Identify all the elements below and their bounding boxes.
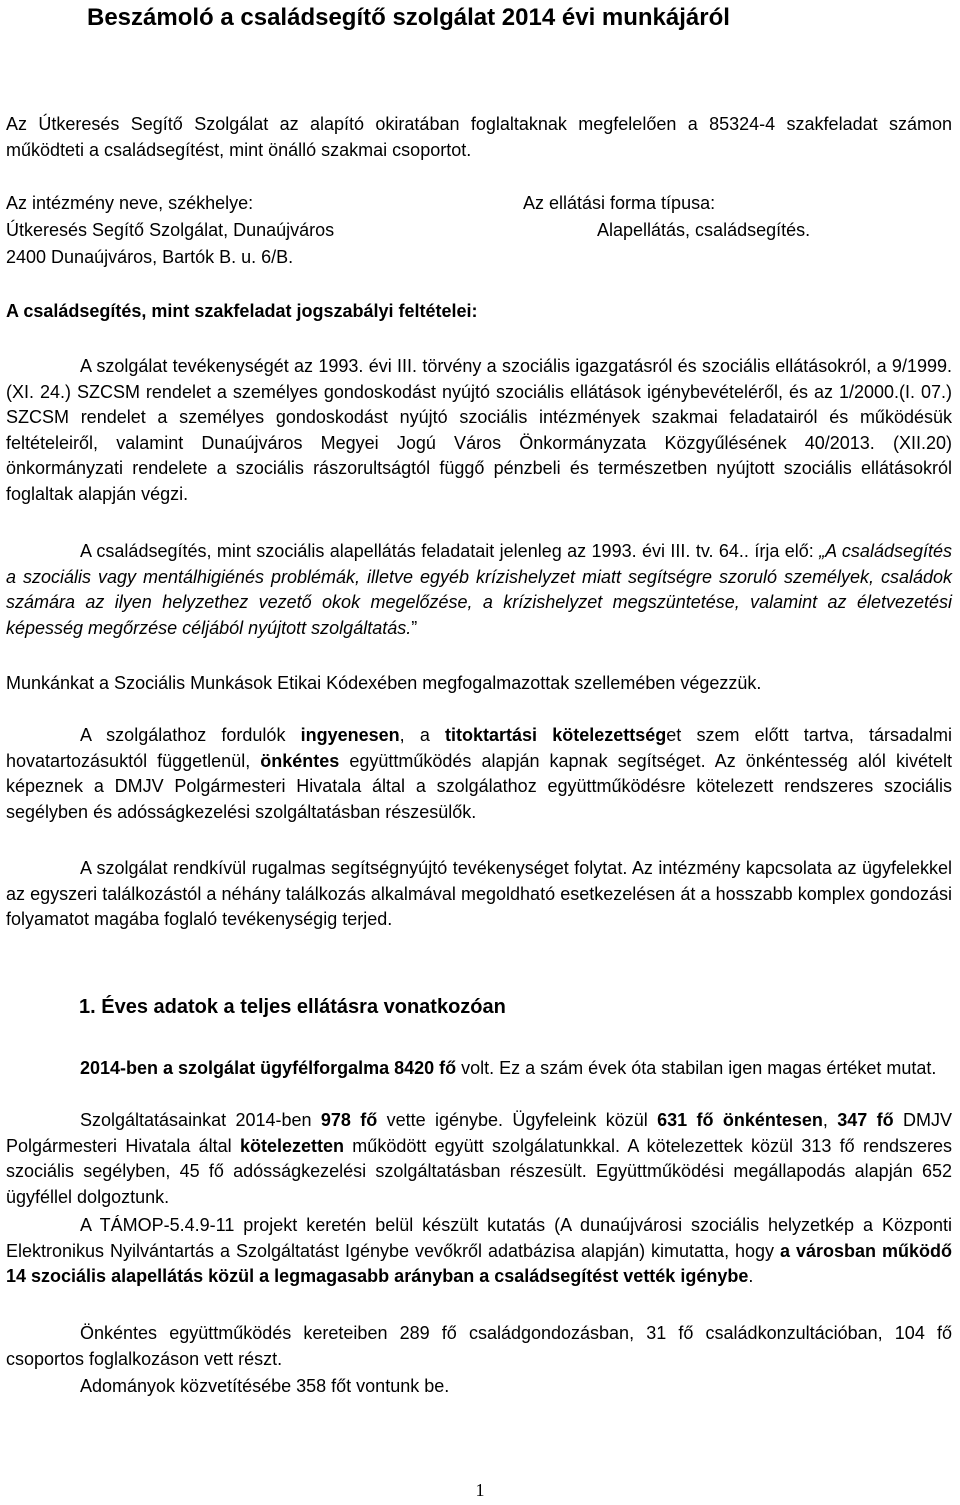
clients-text-3: et szem előtt tartva, társadalmi hovatartozásuktól függetlenül,	[6, 725, 953, 771]
legal-heading: A családsegítés, mint szakfeladat jogszabályi feltételei:	[6, 301, 478, 321]
turnover-bold: 2014-ben a szolgálat ügyfélforgalma 8420 fő	[80, 1058, 457, 1078]
clients-confidentiality: titoktartási kötelezettség	[445, 725, 667, 745]
research-text-2: .	[748, 1266, 754, 1287]
volunteer-paragraph: Önkéntes együttműködés kereteiben 289 fő családgondozásban, 31 fő családkonzultációban, 104 fő csoportos foglalkozáson vett részt.	[6, 1323, 952, 1369]
flexibility-paragraph: A szolgálat rendkívül rugalmas segítségnyújtó tevékenységet folytat. Az intézmény kapcsolata az ügyfelekkel az egyszeri találkozástól a néhány találkozás alkalmával megoldható esetkezelésen át a hosszabb komplex gondozási folyamatot magába foglaló tevékenységig terjed.	[6, 858, 952, 930]
service-type-value: Alapellátás, családsegítés.	[597, 220, 811, 240]
clients-paragraph	[6, 723, 952, 825]
page-title: Beszámoló a családsegítő szolgálat 2014 évi munkájáról	[87, 4, 730, 31]
services-text-2: vette igénybe. Ügyfeleink közül	[377, 1110, 658, 1130]
clients-text-4: együttműködés alapján kapnak segítséget. Az önkéntesség alól kivételt képeznek a DMJV Polgármesteri Hivatala által a szolgálathoz együttműködésre kötelezett rendszeres szociális segélyben és adósságkezelési szolgáltatásban részesülők.	[6, 750, 952, 822]
donations-paragraph: Adományok közvetítésébe 358 főt vontunk be.	[80, 1376, 450, 1396]
definition-paragraph	[6, 539, 952, 641]
page-number: 1	[475, 1480, 485, 1500]
services-obliged: kötelezetten	[239, 1135, 345, 1156]
definition-close: ”	[411, 617, 418, 638]
research-paragraph	[6, 1213, 952, 1290]
research-text-1: A TÁMOP-5.4.9-11 projekt keretén belül készült kutatás (A dunaújvárosi szociális helyzetkép a Központi Elektronikus Nyilvántartás a Szolgáltatást Igénybe vevőkről adatbázisa alapján) kimutatta, hogy	[6, 1215, 952, 1261]
services-text-5: működött együtt szolgálatunkkal. A kötelezettek közül 313 fő rendszeres szociális segélyben, 45 fő adósságkezelési szolgáltatásban részesült. Együttműködési megállapodás alapján 652 ügyféllel dolgoztunk.	[6, 1135, 952, 1207]
institution-address: 2400 Dunaújváros, Bartók B. u. 6/B.	[6, 247, 294, 267]
turnover-text: volt. Ez a szám évek óta stabilan igen magas értéket mutat.	[456, 1058, 937, 1078]
clients-voluntary: önkéntes	[260, 750, 340, 771]
services-347: 347 fő	[837, 1110, 894, 1130]
services-text-4: DMJV Polgármesteri Hivatala által	[6, 1110, 952, 1156]
research-bold: a városban működő 14 szociális alapellátás közül a legmagasabb arányban a családsegítést vették igénybe	[6, 1240, 952, 1287]
definition-intro: A családsegítés, mint szociális alapellátás feladatait jelenleg az 1993. évi III. tv. 64.. írja elő:	[80, 541, 820, 561]
services-paragraph	[6, 1108, 952, 1210]
intro-paragraph: Az Útkeresés Segítő Szolgálat az alapító okiratában foglaltaknak megfelelően a 85324-4 szakfeladat számon működteti a családsegítést, mint önálló szakmai csoportot.	[6, 114, 952, 160]
services-978: 978 fő	[320, 1110, 378, 1130]
clients-text-1: A szolgálathoz fordulók	[80, 725, 301, 745]
clients-text-2: , a	[399, 725, 446, 745]
clients-free: ingyenesen	[300, 725, 400, 745]
service-type-heading: Az ellátási forma típusa:	[523, 193, 716, 213]
institution-heading: Az intézmény neve, székhelye:	[6, 193, 254, 213]
services-631: 631 fő önkéntesen	[657, 1110, 823, 1130]
services-text-3: ,	[822, 1110, 838, 1130]
services-text-1: Szolgáltatásainkat 2014-ben	[80, 1110, 321, 1130]
legal-paragraph: A szolgálat tevékenységét az 1993. évi III. törvény a szociális igazgatásról és szociális ellátásokról, a 9/1999.(XI. 24.) SZCSM rendelet a személyes gondoskodást nyújtó szociális ellátások igénybevételéről, és az 1/2000.(I. 07.) SZCSM rendelet a személyes gondoskodást nyújtó szociális intézmények szakmai feladatairól és működésük feltételeiről, valamint Dunaújváros Megyei Jogú Város Önkormányzata Közgyűlésének 40/2013. (XII.20) önkormányzati rendelete a szociális rászorultságtól függő pénzbeli és természetben nyújtott szociális ellátásokról foglaltak alapján végzi.	[6, 356, 952, 504]
turnover-paragraph	[6, 1056, 952, 1082]
ethics-paragraph: Munkánkat a Szociális Munkások Etikai Kódexében megfogalmazottak szellemében végezzük.	[6, 673, 762, 693]
definition-quote: „A családsegítés a szociális vagy mentálhigiénés problémák, illetve egyéb krízishelyzet miatt segítségre szoruló személyek, családok számára az ilyen helyzethez vezető okok megelőzése, a krízishelyzet megszüntetése, valamint az életvezetési képesség megőrzése céljából nyújtott szolgáltatás.	[6, 541, 952, 638]
section-1-title: 1. Éves adatok a teljes ellátásra vonatkozóan	[79, 996, 506, 1018]
institution-name: Útkeresés Segítő Szolgálat, Dunaújváros	[6, 220, 335, 240]
